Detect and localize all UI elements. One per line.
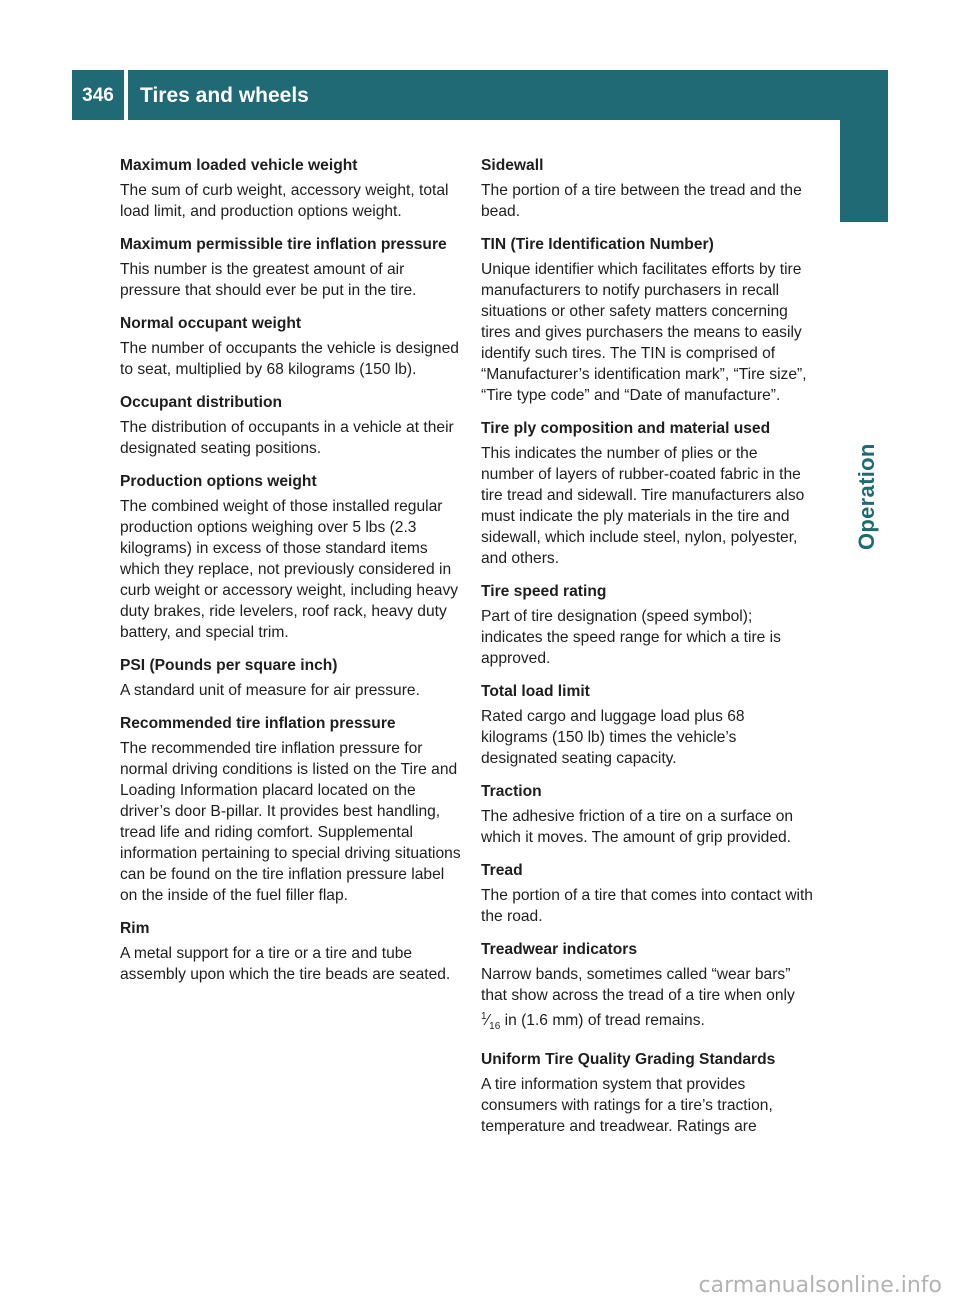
glossary-definition: Rated cargo and luggage load plus 68 kilograms (150 lb) times the vehicle’s designated seating capacity.	[481, 708, 745, 767]
fraction-numerator: 1	[481, 1011, 487, 1022]
glossary-definition: This number is the greatest amount of air pressure that should ever be put in the tire.	[120, 261, 417, 299]
glossary-definition: The adhesive friction of a tire on a surface on which it moves. The amount of grip provided.	[481, 808, 794, 846]
definition-text: in (1.6 mm) of tread remains.	[504, 1012, 705, 1030]
glossary-entry	[481, 581, 813, 669]
glossary-term: Tire speed rating	[481, 583, 607, 600]
fraction	[481, 1011, 501, 1033]
side-tab-label: Operation	[854, 443, 879, 550]
glossary-term: TIN (Tire Identification Number)	[481, 236, 714, 253]
glossary-definition: Unique identifier which facilitates efforts by tire manufacturers to notify purchasers in recall situations or other safety matters concerning tires and gives purchasers the means to easily identify such tires. The TIN is comprised of “Manufacturer’s identification mark”, “Tire size”, “Tire type code” and “Date of manufacture”.	[481, 261, 807, 404]
glossary-definition: A standard unit of measure for air pressure.	[120, 682, 420, 699]
glossary-term: Maximum loaded vehicle weight	[120, 157, 358, 174]
glossary-term: Recommended tire inflation pressure	[120, 715, 396, 732]
glossary-entry	[481, 1049, 813, 1137]
glossary-entry	[481, 860, 813, 927]
glossary-term: Production options weight	[120, 473, 317, 490]
glossary-term: Rim	[120, 920, 150, 937]
watermark: carmanualsonline.info	[698, 1273, 942, 1298]
glossary-term: Uniform Tire Quality Grading Standards	[481, 1051, 776, 1069]
glossary-entry	[481, 939, 813, 1037]
left-column	[120, 155, 462, 997]
header-divider	[124, 70, 128, 120]
glossary-term: Traction	[481, 783, 542, 800]
definition-text: Narrow bands, sometimes called “wear bars” that show across the tread of a tire when only	[481, 966, 795, 1004]
glossary-definition	[481, 964, 813, 1037]
glossary-term: Maximum permissible tire inflation pressure	[120, 236, 447, 253]
glossary-entry	[120, 471, 462, 643]
glossary-definition: The portion of a tire between the tread and the bead.	[481, 182, 802, 220]
glossary-term: Tread	[481, 862, 523, 879]
glossary-term: PSI (Pounds per square inch)	[120, 657, 338, 674]
glossary-term: Treadwear indicators	[481, 941, 637, 958]
side-tab-marker	[840, 120, 888, 222]
fraction-separator: ⁄	[486, 1012, 490, 1030]
glossary-entry	[481, 418, 813, 569]
glossary-entry	[120, 918, 462, 985]
glossary-definition: The number of occupants the vehicle is designed to seat, multiplied by 68 kilograms (150 lb).	[120, 340, 459, 378]
glossary-entry	[120, 313, 462, 380]
glossary-definition: Part of tire designation (speed symbol); indicates the speed range for which a tire is approved.	[481, 608, 781, 667]
glossary-definition: The recommended tire inflation pressure for normal driving conditions is listed on the Tire and Loading Information placard located on the driver’s door B-pillar. It provides best handling, tread life and riding comfort. Supplemental information pertaining to special driving situations can be found on the tire inflation pressure label on the inside of the fuel filler flap.	[120, 740, 461, 904]
page-number: 346	[82, 85, 114, 106]
glossary-definition: The distribution of occupants in a vehicle at their designated seating positions.	[120, 419, 454, 457]
glossary-term: Sidewall	[481, 157, 544, 174]
glossary-definition: The sum of curb weight, accessory weight, total load limit, and production options weight.	[120, 182, 449, 220]
glossary-entry	[481, 681, 813, 769]
glossary-definition: The portion of a tire that comes into contact with the road.	[481, 887, 813, 925]
glossary-term: Total load limit	[481, 683, 590, 700]
section-title: Tires and wheels	[140, 84, 309, 107]
glossary-definition: A tire information system that provides consumers with ratings for a tire’s traction, temperature and treadwear. Ratings are	[481, 1076, 773, 1136]
right-column	[481, 155, 813, 1149]
glossary-entry	[481, 781, 813, 848]
glossary-term: Normal occupant weight	[120, 315, 302, 332]
glossary-entry	[120, 234, 462, 301]
glossary-entry	[120, 713, 462, 906]
side-tab-label-container	[840, 230, 888, 550]
glossary-term: Tire ply composition and material used	[481, 420, 771, 437]
glossary-entry	[120, 155, 462, 222]
glossary-definition: This indicates the number of plies or the number of layers of rubber-coated fabric in the tire tread and sidewall. Tire manufacturers also must indicate the ply materials in the tire and sidewall, which include steel, nylon, polyester, and others.	[481, 445, 805, 567]
glossary-entry	[120, 655, 462, 701]
glossary-definition: A metal support for a tire or a tire and tube assembly upon which the tire beads are seated.	[120, 945, 451, 983]
glossary-definition: The combined weight of those installed regular production options weighing over 5 lbs (2.3 kilograms) in excess of those standard items which they replace, not previously considered in curb weight or accessory weight, including heavy duty brakes, ride levelers, roof rack, heavy duty battery, and special trim.	[120, 498, 459, 641]
glossary-entry	[120, 392, 462, 459]
fraction-denominator: 16	[489, 1021, 501, 1033]
glossary-term: Occupant distribution	[120, 394, 282, 411]
glossary-entry	[481, 155, 813, 222]
glossary-entry	[481, 234, 813, 406]
